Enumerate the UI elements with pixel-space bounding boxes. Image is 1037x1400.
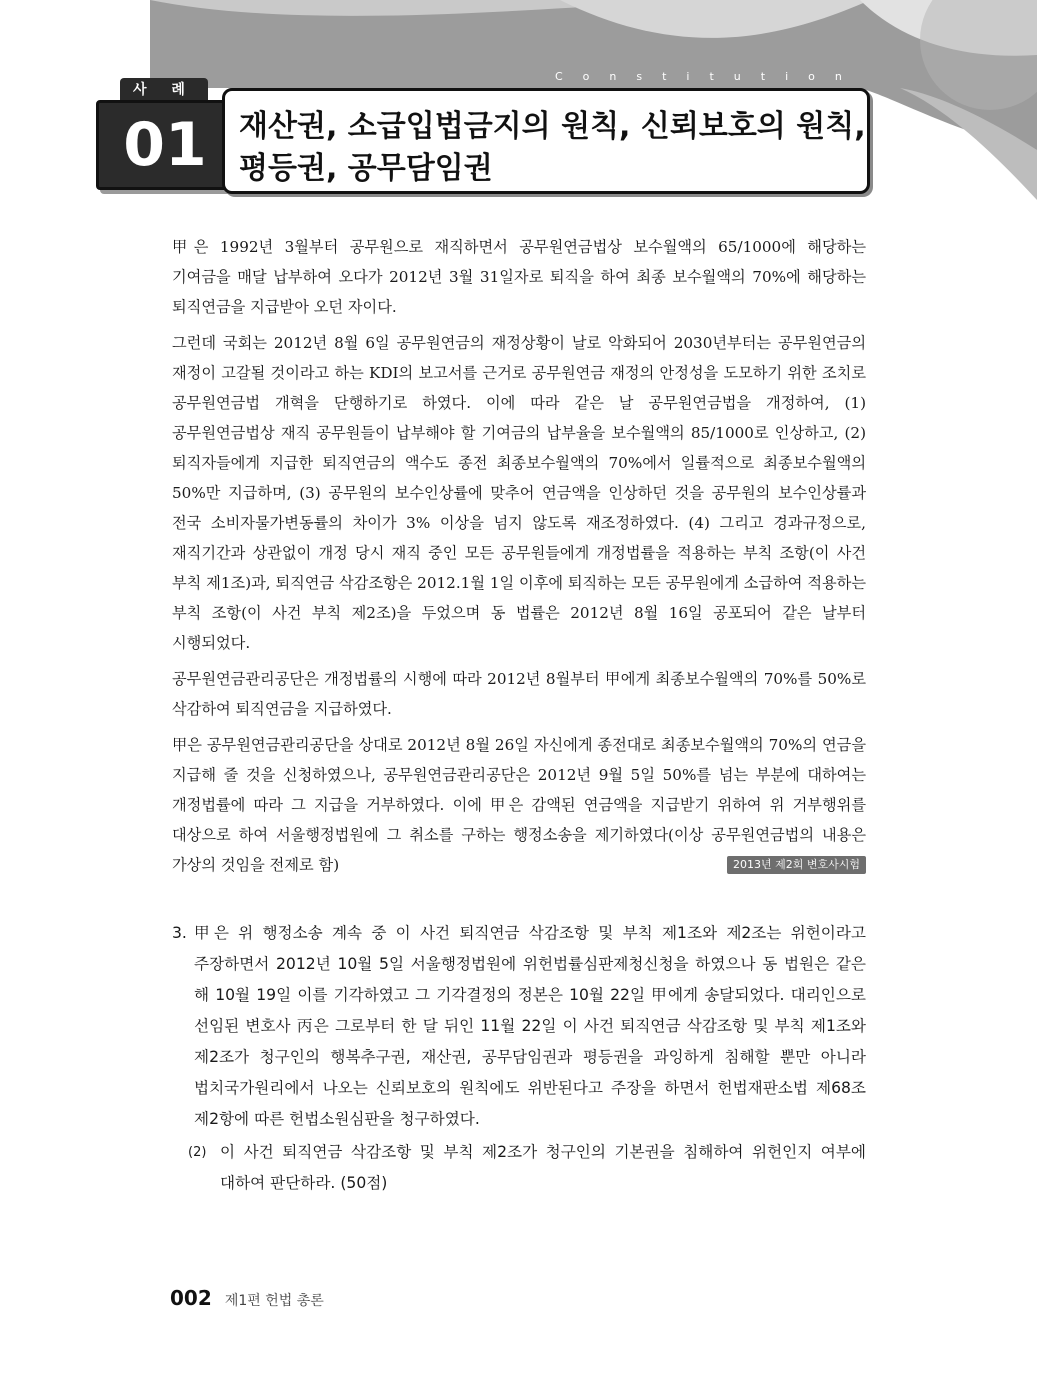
case-number: 01 — [123, 110, 207, 180]
sub-question-text: 이 사건 퇴직연금 삭감조항 및 부칙 제2조가 청구인의 기본권을 침해하여 위헌인지 여부에 대하여 판단하라. (50점) — [220, 1143, 866, 1192]
sub-question-number: (2) — [188, 1145, 207, 1160]
case-passage — [172, 232, 866, 886]
passage-paragraph — [172, 730, 866, 880]
chapter-label: 제1편 헌법 총론 — [224, 1293, 324, 1309]
page-number: 002 — [170, 1286, 212, 1310]
sub-question — [188, 1137, 866, 1199]
question-main — [172, 918, 866, 1135]
case-number-box — [96, 100, 234, 190]
page-footer — [170, 1286, 324, 1310]
title-box — [222, 88, 870, 194]
title-line-1: 재산권, 소급입법금지의 원칙, 신뢰보호의 원칙, — [239, 109, 866, 144]
exam-source-badge: 2013년 제2회 변호사시험 — [727, 856, 866, 874]
question-text: 甲은 위 행정소송 계속 중 이 사건 퇴직연금 삭감조항 및 부칙 제1조와 제2조는 위헌이라고 주장하면서 2012년 10월 5일 서울행정법원에 위헌법률심판제청신청을 하였으나 동 법원은 같은 해 10월 19일 이를 기각하였고 그 기각결정의 정본은 10월 22일 甲에게 송달되었다. 대리인으로 선임된 변호사 丙은 그로부터 한 달 뒤인 11월 22일 이 사건 퇴직연금 삭감조항 및 부칙 제1조와 제2조가 청구인의 행복추구권, 재산권, 공무담임권과 평등권을 과잉하게 침해할 뿐만 아니라 법치국가원리에서 나오는 신뢰보호의 원칙에도 위반된다고 주장을 하면서 헌법재판소법 제68조 제2항에 따른 헌법소원심판을 청구하였다. — [194, 924, 866, 1128]
passage-paragraph: 공무원연금관리공단은 개정법률의 시행에 따라 2012년 8월부터 甲에게 최종보수월액의 70%를 50%로 삭감하여 퇴직연금을 지급하였다. — [172, 670, 866, 718]
passage-paragraph: 그런데 국회는 2012년 8월 6일 공무원연금의 재정상황이 날로 악화되어 2030년부터는 공무원연금의 재정이 고갈될 것이라고 하는 KDI의 보고서를 근거로 공무원연금 재정의 안정성을 도모하기 위한 조치로 공무원연금법 개혁을 단행하기로 하였다. 이에 따라 같은 날 공무원연금법을 개정하여, (1) 공무원연금법상 재직 공무원들이 납부해야 할 기여금의 납부율을 보수월액의 85/1000로 인상하고, (2) 퇴직자들에게 지급한 퇴직연금의 액수도 종전 최종보수월액의 70%에서 일률적으로 최종보수월액의 50%만 지급하며, (3) 공무원의 보수인상률에 맞추어 연금액을 인상하던 것을 공무원의 보수인상률과 전국 소비자물가변동률의 차이가 3% 이상을 넘지 않도록 재조정하였다. (4) 그리고 경과규정으로, 재직기간과 상관없이 개정 당시 재직 중인 모든 공무원들에게 개정법률을 적용하는 부칙 조항(이 사건 부칙 제1조)과, 퇴직연금 삭감조항은 2012.1월 1일 이후에 퇴직하는 모든 공무원에게 소급하여 적용하는 부칙 조항(이 사건 부칙 제2조)을 두었으며 동 법률은 2012년 8월 16일 공포되어 같은 날부터 시행되었다. — [172, 334, 866, 652]
title-line-2: 평등권, 공무담임권 — [239, 151, 493, 186]
passage-paragraph-text: 甲은 공무원연금관리공단을 상대로 2012년 8월 26일 자신에게 종전대로 최종보수월액의 70%의 연금을 지급해 줄 것을 신청하였으나, 공무원연금관리공단은 2012년 9월 5일 50%를 넘는 부분에 대하여는 개정법률에 따라 그 지급을 거부하였다. 이에 甲은 감액된 연금액을 지급받기 위하여 위 거부행위를 대상으로 하여 서울행정법원에 그 취소를 구하는 행정소송을 제기하였다(이상 공무원연금법의 내용은 가상의 것임을 전제로 함) — [172, 736, 866, 874]
question-block — [172, 918, 866, 1199]
case-label: 사 례 — [120, 78, 208, 102]
question-number: 3. — [172, 924, 187, 942]
decorative-heading: Constitution — [555, 70, 862, 83]
passage-paragraph: 甲은 1992년 3월부터 공무원으로 재직하면서 공무원연금법상 보수월액의 65/1000에 해당하는 기여금을 매달 납부하여 오다가 2012년 3월 31일자로 퇴직을 하여 최종 보수월액의 70%에 해당하는 퇴직연금을 지급받아 오던 자이다. — [172, 238, 866, 316]
